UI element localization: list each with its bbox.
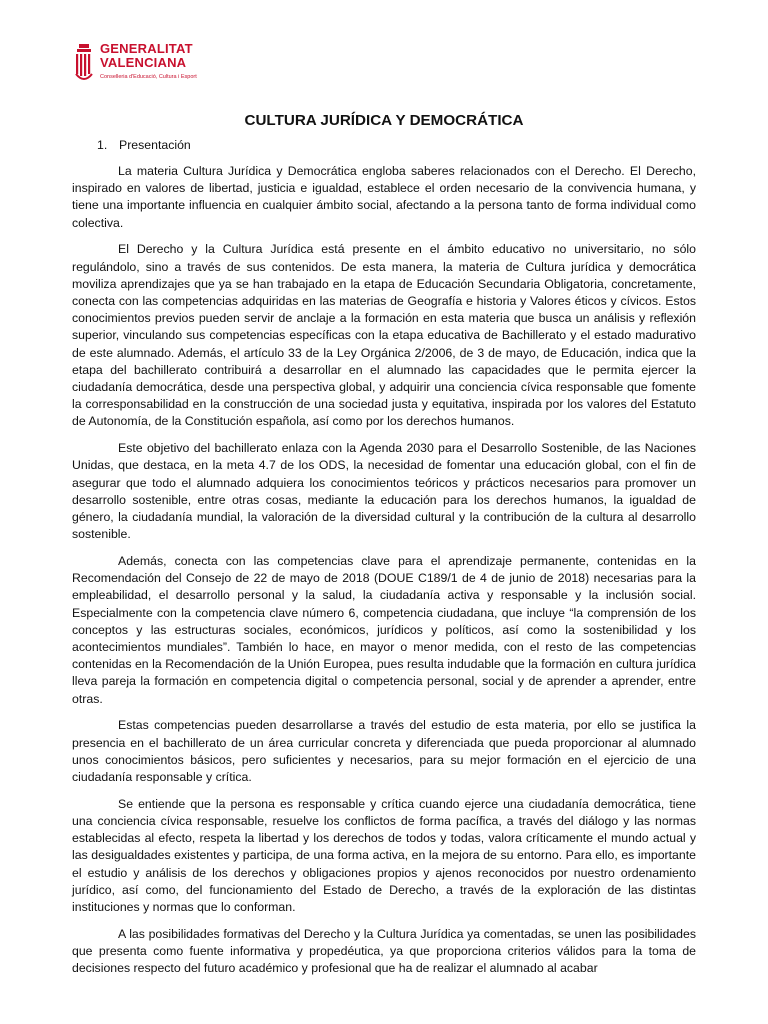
section-title: Presentación [119, 138, 191, 152]
paragraph: El Derecho y la Cultura Jurídica está presente en el ámbito educativo no universitario, no sólo regulándolo, sino a través de sus contenidos. De esta manera, la materia de Cultura jurídica y democrática moviliza aprendizajes que ya se han trabajado en la etapa de Educación Secundaria Obligatoria, concretamente, conecta con las competencias adquiridas en las materias de Geografía e historia y Valores éticos y cívicos. Estos conocimientos previos pueden servir de anclaje a la formación en esta materia que busca un análisis y reflexión superior, vinculando sus competencias específicas con la etapa educativa de Bachillerato y el estado madurativo de este alumnado. Además, el artículo 33 de la Ley Orgánica 2/2006, de 3 de mayo, de Educación, indica que la etapa del bachillerato contribuirá a desarrollar en el alumnado las capacidades que le permita ejercer la ciudadanía democrática, desde una perspectiva global, y adquirir una conciencia cívica responsable que fomente la corresponsabilidad en la construcción de una sociedad justa y equitativa, inspirada por los valores del Estatuto de Autonomía, de la Constitución española, así como por los derechos humanos. [72, 242, 696, 429]
paragraph: A las posibilidades formativas del Derecho y la Cultura Jurídica ya comentadas, se unen las posibilidades que presenta como fuente informativa y propedéutica, ya que proporciona criterios válidos para la toma de decisiones respecto del futuro académico y profesional que ha de realizar el alumnado al acabar [72, 926, 696, 976]
paragraph: Estas competencias pueden desarrollarse a través del estudio de esta materia, por ello se justifica la presencia en el bachillerato de un área curricular concreta y diferenciada que pueda proporcionar al alumnado unos conocimientos básicos, pero suficientes y necesarios, para su mejor formación en el ejercicio de una ciudadanía responsable y crítica. [72, 718, 696, 785]
coat-of-arms-icon [73, 44, 95, 84]
paragraph: Se entiende que la persona es responsable y crítica cuando ejerce una ciudadanía democrática, tiene una conciencia cívica responsable, resuelve los conflictos de forma pacífica, a través del diálogo y las normas establecidas al efecto, respeta la libertad y los derechos de todos y todas, valora críticamente el mundo actual y las desigualdades existentes y participa, de una forma activa, en la mejora de su entorno. Para ello, es importante el estudio y análisis de los derechos y obligaciones propios y ajenos reconocidos por nuestro ordenamiento jurídico, así como, del funcionamiento del Estado de Derecho, a través de la exploración de las distintas instituciones y normas que lo conforman. [72, 796, 696, 915]
generalitat-logo [73, 42, 223, 98]
logo-subtitle: Conselleria d'Educació, Cultura i Esport [100, 74, 197, 80]
paragraph: Además, conecta con las competencias clave para el aprendizaje permanente, contenidas en la Recomendación del Consejo de 22 de mayo de 2018 (DOUE C189/1 de 4 de junio de 2018) necesarias para la empleabilidad, el desarrollo personal y la salud, la ciudadanía activa y responsable y la inclusión social. Especialmente con la competencia clave número 6, competencia ciudadana, que incluye “la comprensión de los conceptos y las estructuras sociales, económicos, jurídicos y políticos, así como la sostenibilidad y los acontecimientos mundiales”. También lo hace, en mayor o menor medida, con el resto de las competencias contenidas en la Recomendación de la Unión Europea, pues resulta indudable que la formación en cultura jurídica lleva pareja la formación en competencia digital o competencia personal, social y de aprender a aprender, entre otras. [72, 554, 696, 706]
document-body [72, 163, 696, 987]
paragraph: Este objetivo del bachillerato enlaza con la Agenda 2030 para el Desarrollo Sostenible, de las Naciones Unidas, que destaca, en la meta 4.7 de los ODS, la necesidad de fomentar una educación global, con el fin de asegurar que todo el alumnado adquiera los conocimientos teóricos y prácticos necesarios para promover un desarrollo sostenible, entre otras cosas, mediante la educación para los derechos humanos, la igualdad de género, la ciudadanía mundial, la valoración de la diversidad cultural y la contribución de la cultura al desarrollo sostenible. [72, 441, 696, 542]
document-title: CULTURA JURÍDICA Y DEMOCRÁTICA [244, 112, 524, 129]
logo-line-2: VALENCIANA [100, 55, 187, 70]
logo-line-1: GENERALITAT [100, 41, 193, 56]
section-number: 1. [97, 138, 108, 152]
section-heading [97, 138, 191, 153]
paragraph: La materia Cultura Jurídica y Democrática engloba saberes relacionados con el Derecho. El Derecho, inspirado en valores de libertad, justicia e igualdad, establece el orden necesario de la convivencia humana, y tiene una importante influencia en cualquier ámbito social, afectando a la persona tanto de forma individual como colectiva. [72, 164, 696, 230]
